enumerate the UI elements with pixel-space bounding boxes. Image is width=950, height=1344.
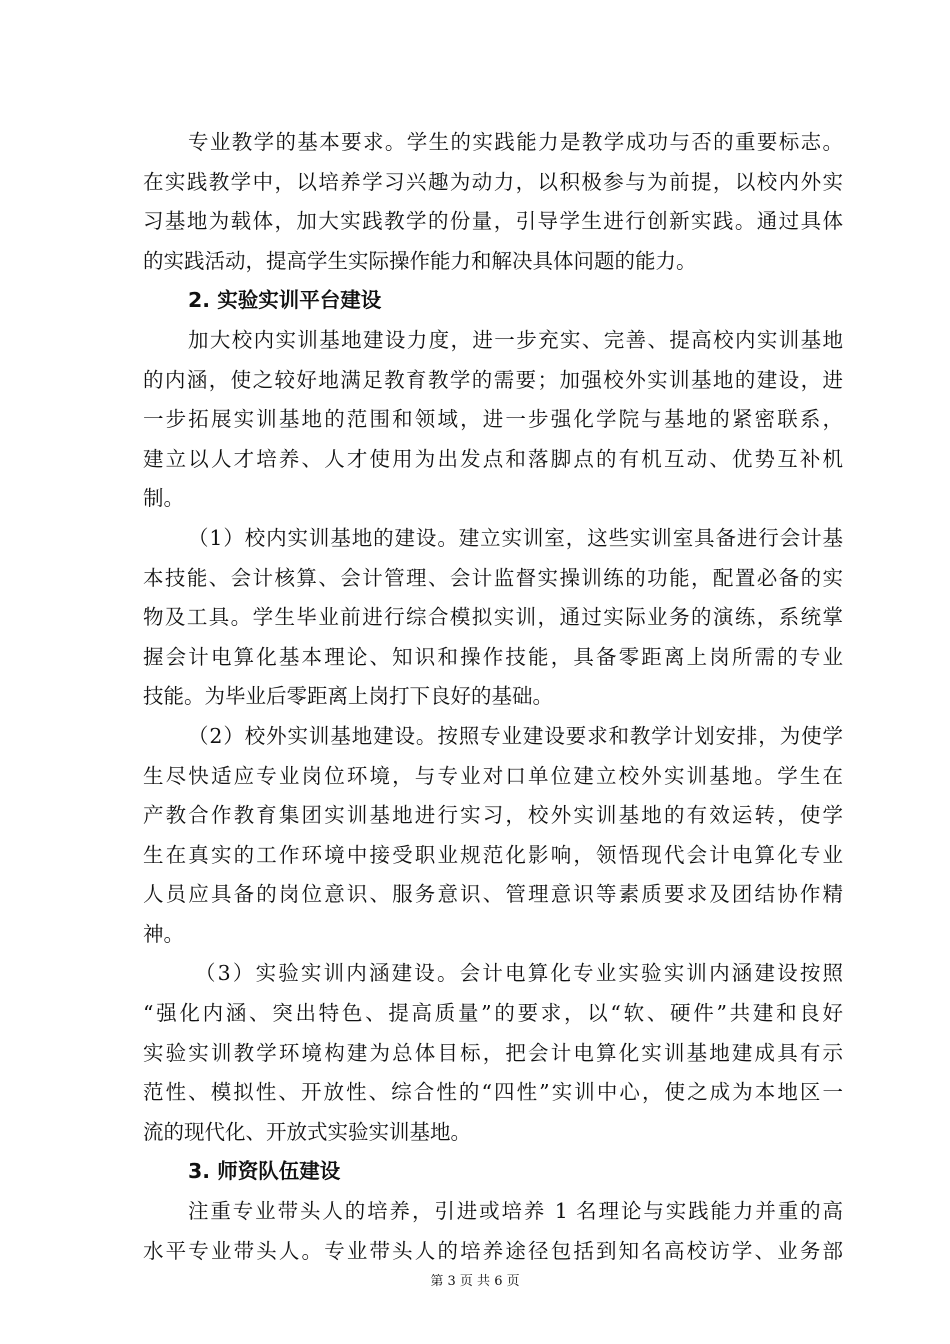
- paragraph-on-campus-base: [143, 519, 843, 717]
- text-line: 加大校内实训基地建设力度，进一步充实、完善、提高校内实训基地: [188, 327, 843, 352]
- text-line: 在实践教学中，以培养学习兴趣为动力，以积极参与为前提，以校内外实: [143, 169, 843, 194]
- text-line: 人员应具备的岗位意识、服务意识、管理意识等素质要求及团结协作精: [143, 882, 843, 907]
- text-line: 握会计电算化基本理论、知识和操作技能，具备零距离上岗所需的专业: [143, 644, 843, 669]
- text-line: 生在真实的工作环境中接受职业规范化影响，领悟现代会计电算化专业: [143, 842, 843, 867]
- text-line: 实验实训教学环境构建为总体目标，把会计电算化实训基地建成具有示: [143, 1040, 843, 1065]
- text-line: 神。: [143, 921, 184, 946]
- text-line: 的实践活动，提高学生实际操作能力和解决具体问题的能力。: [143, 248, 697, 273]
- text-line: 流的现代化、开放式实验实训基地。: [143, 1119, 471, 1144]
- text-line: 的内涵，使之较好地满足教育教学的需要；加强校外实训基地的建设，进: [143, 367, 843, 392]
- text-line: （1）校内实训基地的建设。建立实训室，这些实训室具备进行会计基: [188, 525, 843, 550]
- paragraph-continuation: [143, 123, 843, 281]
- paragraph-faculty: [143, 1192, 843, 1271]
- text-line: 专业教学的基本要求。学生的实践能力是教学成功与否的重要标志。: [188, 130, 843, 154]
- page-number-footer: 第 3 页 共 6 页: [430, 1274, 520, 1289]
- document-body: [143, 123, 843, 1271]
- text-line: 本技能、会计核算、会计管理、会计监督实操训练的功能，配置必备的实: [143, 565, 843, 590]
- text-line: 习基地为载体，加大实践教学的份量，引导学生进行创新实践。通过具体: [143, 209, 843, 234]
- text-line: 水平专业带头人。专业带头人的培养途径包括到知名高校访学、业务部: [143, 1238, 843, 1263]
- paragraph-training-platform: [143, 321, 843, 519]
- text-line: 物及工具。学生毕业前进行综合模拟实训，通过实际业务的演练，系统掌: [143, 605, 843, 630]
- text-line: “强化内涵、突出特色、提高质量”的要求，以“软、硬件”共建和良好: [143, 1001, 843, 1026]
- text-line: 产教合作教育集团实训基地进行实习，校外实训基地的有效运转，使学: [143, 803, 843, 828]
- section-heading-faculty: 3. 师资队伍建设: [188, 1159, 341, 1184]
- text-line: 一步拓展实训基地的范围和领域，进一步强化学院与基地的紧密联系，: [143, 407, 843, 432]
- text-line: 生尽快适应专业岗位环境，与专业对口单位建立校外实训基地。学生在: [143, 763, 843, 788]
- text-line: 制。: [143, 486, 184, 511]
- paragraph-off-campus-base: [143, 717, 843, 955]
- text-line: 范性、模拟性、开放性、综合性的“四性”实训中心，使之成为本地区一: [143, 1080, 843, 1105]
- text-line: （2）校外实训基地建设。按照专业建设要求和教学计划安排，为使学: [188, 723, 843, 748]
- text-line: 建立以人才培养、人才使用为出发点和落脚点的有机互动、优势互补机: [143, 446, 843, 471]
- section-heading-training-platform: 2. 实验实训平台建设: [188, 288, 382, 313]
- text-line: （3）实验实训内涵建设。会计电算化专业实验实训内涵建设按照: [195, 961, 843, 986]
- text-line: 注重专业带头人的培养，引进或培养 1 名理论与实践能力并重的高: [188, 1199, 843, 1224]
- paragraph-connotation-building: [143, 954, 843, 1152]
- text-line: 技能。为毕业后零距离上岗打下良好的基础。: [143, 684, 553, 709]
